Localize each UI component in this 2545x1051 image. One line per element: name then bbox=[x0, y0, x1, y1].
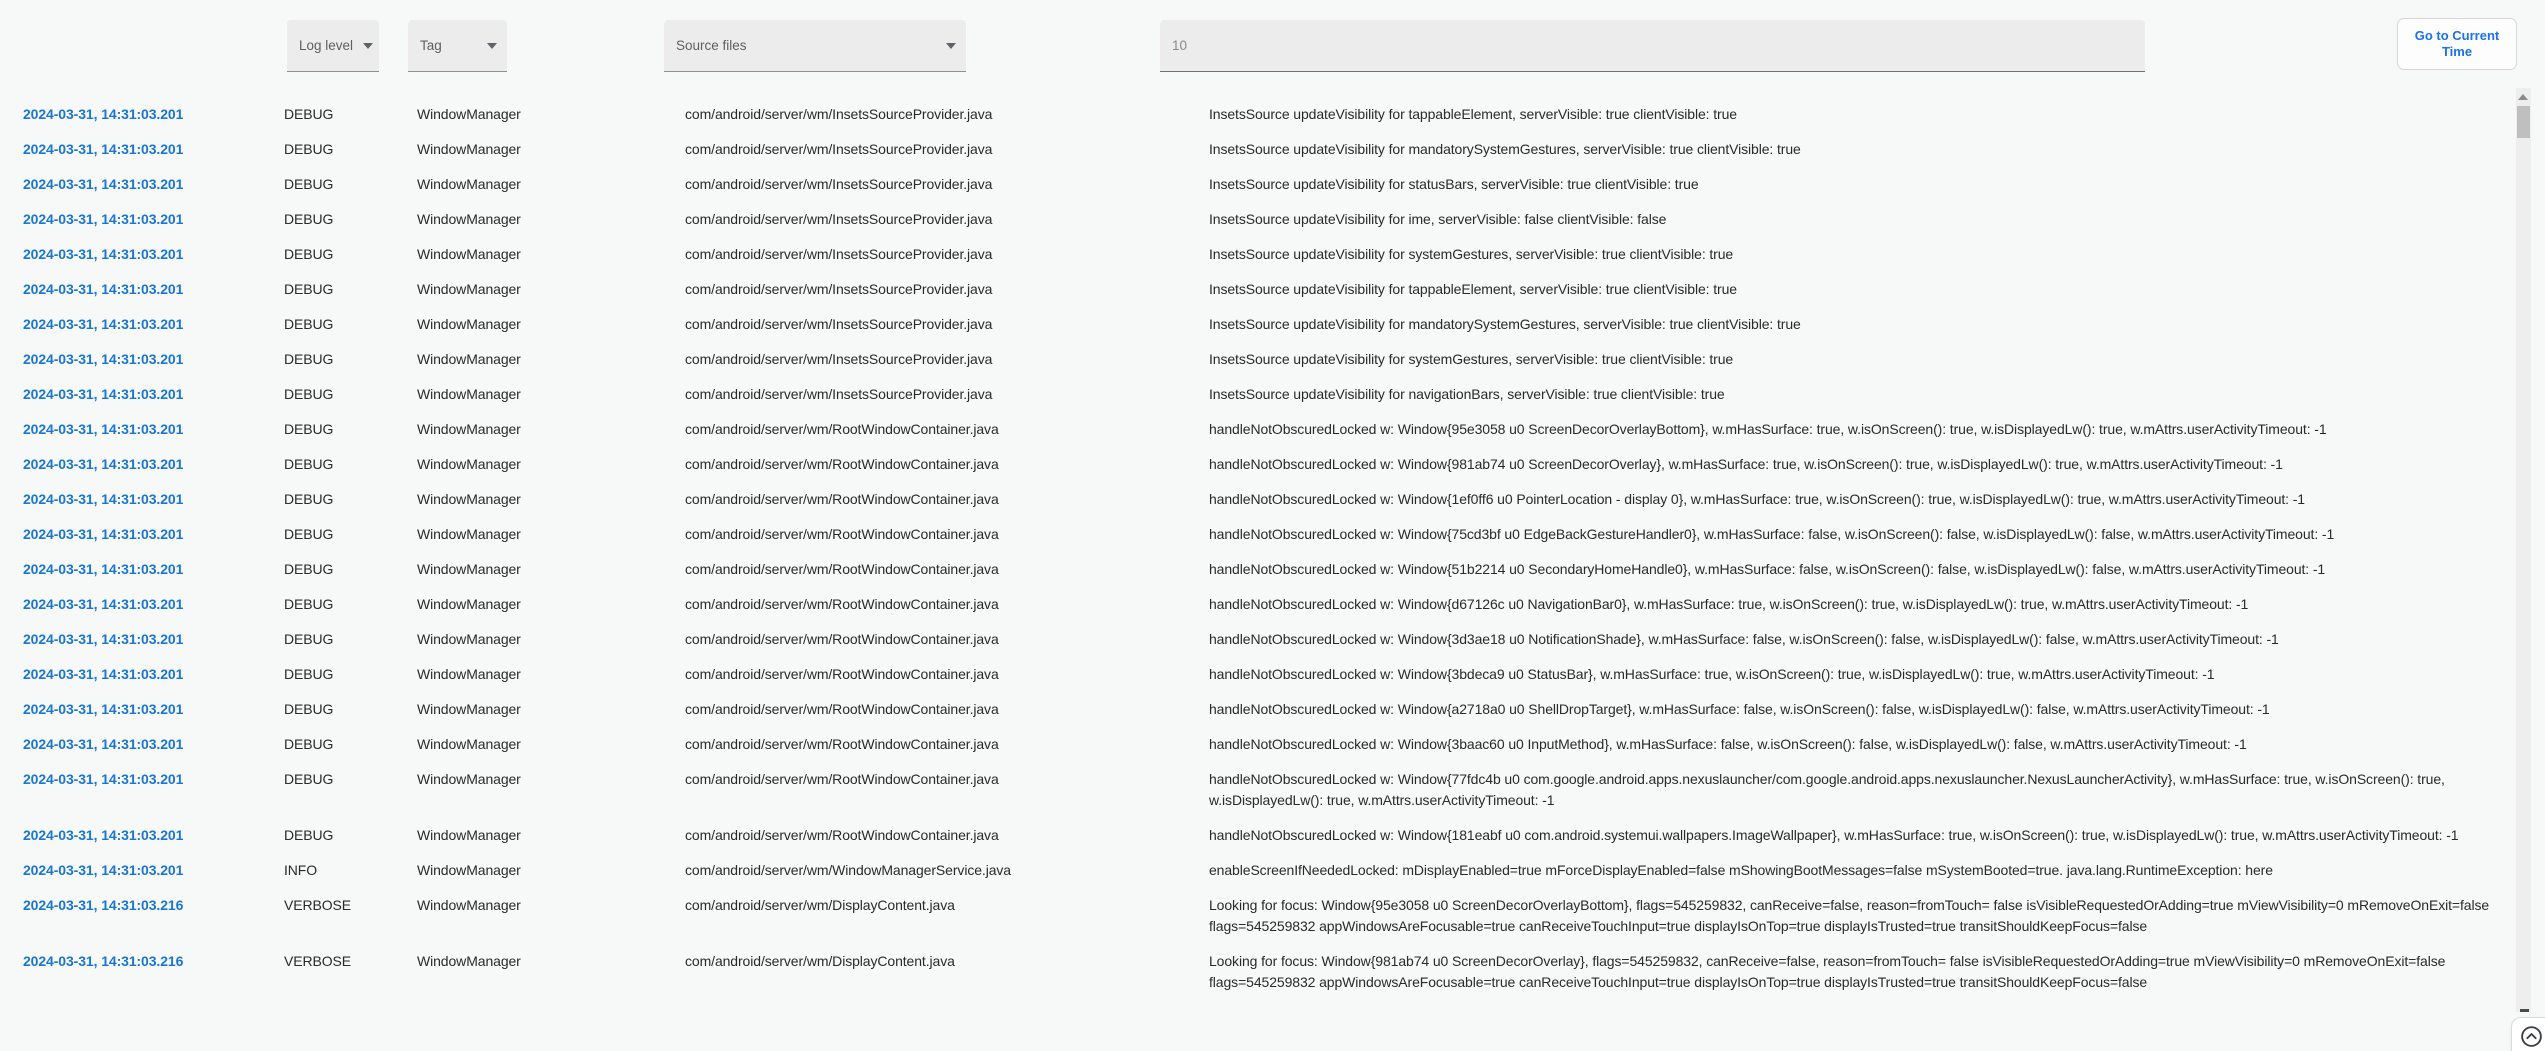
circle-chevron-up-icon bbox=[2519, 1024, 2544, 1049]
entry-message: Looking for focus: Window{95e3058 u0 ScreenDecorOverlayBottom}, flags=545259832, canReceive=false, reason=fromTouch= false isVisibleRequestedOrAdding=true mViewVisibility=0 mRemoveOnExit=false flags=545259832 appWindowsAreFocusable=true canReceiveTouchInput=true displayIsOnTop=true displayIsTrusted=true transitShouldKeepFocus=false bbox=[1209, 897, 2490, 934]
entry-tag: WindowManager bbox=[417, 386, 521, 402]
entry-timestamp[interactable]: 2024-03-31, 14:31:03.201 bbox=[23, 281, 184, 297]
log-entry-row[interactable] bbox=[0, 944, 2545, 1000]
log-entry-row[interactable] bbox=[0, 552, 2545, 587]
go-to-current-time-button[interactable]: Go to Current Time bbox=[2397, 18, 2517, 70]
entry-message: InsetsSource updateVisibility for statusBars, serverVisible: true clientVisible: true bbox=[1209, 176, 1699, 192]
entry-level: DEBUG bbox=[284, 736, 334, 752]
entry-level: DEBUG bbox=[284, 561, 334, 577]
entry-source-file: com/android/server/wm/RootWindowContainer.java bbox=[685, 456, 999, 472]
log-entry-row[interactable] bbox=[0, 132, 2545, 167]
entry-timestamp[interactable]: 2024-03-31, 14:31:03.201 bbox=[23, 666, 184, 682]
entry-tag: WindowManager bbox=[417, 526, 521, 542]
entry-source-file: com/android/server/wm/RootWindowContainer.java bbox=[685, 526, 999, 542]
log-entry-row[interactable] bbox=[0, 237, 2545, 272]
log-entry-row[interactable] bbox=[0, 97, 2545, 132]
entry-timestamp[interactable]: 2024-03-31, 14:31:03.216 bbox=[23, 897, 184, 913]
entry-source-file: com/android/server/wm/RootWindowContainer.java bbox=[685, 491, 999, 507]
entry-level: DEBUG bbox=[284, 281, 334, 297]
entry-message: handleNotObscuredLocked w: Window{981ab74 u0 ScreenDecorOverlay}, w.mHasSurface: true, w.isOnScreen(): true, w.isDisplayedLw(): true, w.mAttrs.userActivityTimeout: -1 bbox=[1209, 456, 2283, 472]
entry-tag: WindowManager bbox=[417, 106, 521, 122]
entry-message: handleNotObscuredLocked w: Window{3bdeca9 u0 StatusBar}, w.mHasSurface: true, w.isOnScreen(): true, w.isDisplayedLw(): true, w.mAttrs.userActivityTimeout: -1 bbox=[1209, 666, 2215, 682]
entry-tag: WindowManager bbox=[417, 421, 521, 437]
log-level-filter[interactable] bbox=[287, 20, 379, 72]
entry-level: DEBUG bbox=[284, 701, 334, 717]
entry-source-file: com/android/server/wm/DisplayContent.java bbox=[685, 953, 955, 969]
entry-tag: WindowManager bbox=[417, 561, 521, 577]
entry-message: enableScreenIfNeededLocked: mDisplayEnabled=true mForceDisplayEnabled=false mShowingBootMessages=false mSystemBooted=true. java.lang.RuntimeException: here bbox=[1209, 862, 2273, 878]
tag-filter[interactable] bbox=[408, 20, 507, 72]
entry-tag: WindowManager bbox=[417, 953, 521, 969]
entry-tag: WindowManager bbox=[417, 631, 521, 647]
log-entry-row[interactable] bbox=[0, 167, 2545, 202]
entry-source-file: com/android/server/wm/WindowManagerService.java bbox=[685, 862, 1011, 878]
entry-level: DEBUG bbox=[284, 456, 334, 472]
entry-level: DEBUG bbox=[284, 211, 334, 227]
scrollbar-bottom-mark bbox=[2520, 1009, 2529, 1012]
entry-message: InsetsSource updateVisibility for systemGestures, serverVisible: true clientVisible: true bbox=[1209, 351, 1734, 367]
entry-message: handleNotObscuredLocked w: Window{51b2214 u0 SecondaryHomeHandle0}, w.mHasSurface: false, w.isOnScreen(): false, w.isDisplayedLw(): false, w.mAttrs.userActivityTimeout: -1 bbox=[1209, 561, 2326, 577]
entry-tag: WindowManager bbox=[417, 316, 521, 332]
entry-source-file: com/android/server/wm/RootWindowContainer.java bbox=[685, 736, 999, 752]
entry-timestamp[interactable]: 2024-03-31, 14:31:03.201 bbox=[23, 386, 184, 402]
entry-tag: WindowManager bbox=[417, 211, 521, 227]
entry-tag: WindowManager bbox=[417, 862, 521, 878]
entry-source-file: com/android/server/wm/DisplayContent.java bbox=[685, 897, 955, 913]
entry-message: handleNotObscuredLocked w: Window{d67126c u0 NavigationBar0}, w.mHasSurface: true, w.isOnScreen(): true, w.isDisplayedLw(): true, w.mAttrs.userActivityTimeout: -1 bbox=[1209, 596, 2249, 612]
entry-timestamp[interactable]: 2024-03-31, 14:31:03.201 bbox=[23, 351, 184, 367]
entry-source-file: com/android/server/wm/InsetsSourceProvider.java bbox=[685, 141, 993, 157]
log-level-filter-label: Log level bbox=[299, 38, 354, 53]
entry-tag: WindowManager bbox=[417, 456, 521, 472]
log-entry-row[interactable] bbox=[0, 587, 2545, 622]
entry-source-file: com/android/server/wm/RootWindowContainer.java bbox=[685, 596, 999, 612]
entry-timestamp[interactable]: 2024-03-31, 14:31:03.201 bbox=[23, 526, 184, 542]
entry-tag: WindowManager bbox=[417, 491, 521, 507]
entry-tag: WindowManager bbox=[417, 141, 521, 157]
entry-source-file: com/android/server/wm/RootWindowContainer.java bbox=[685, 701, 999, 717]
entry-message: InsetsSource updateVisibility for tappableElement, serverVisible: true clientVisible: true bbox=[1209, 281, 1737, 297]
entry-timestamp[interactable]: 2024-03-31, 14:31:03.201 bbox=[23, 736, 184, 752]
entry-message: handleNotObscuredLocked w: Window{75cd3bf u0 EdgeBackGestureHandler0}, w.mHasSurface: false, w.isOnScreen(): false, w.isDisplayedLw(): false, w.mAttrs.userActivityTimeout: -1 bbox=[1209, 526, 2335, 542]
log-entry-row[interactable] bbox=[0, 853, 2545, 888]
entry-level: DEBUG bbox=[284, 421, 334, 437]
entry-message: InsetsSource updateVisibility for mandatorySystemGestures, serverVisible: true clientVisible: true bbox=[1209, 316, 1801, 332]
entry-timestamp[interactable]: 2024-03-31, 14:31:03.201 bbox=[23, 827, 184, 843]
log-entry-row[interactable] bbox=[0, 342, 2545, 377]
entry-message: handleNotObscuredLocked w: Window{3d3ae18 u0 NotificationShade}, w.mHasSurface: false, w.isOnScreen(): false, w.isDisplayedLw(): false, w.mAttrs.userActivityTimeout: -1 bbox=[1209, 631, 2279, 647]
entry-timestamp[interactable]: 2024-03-31, 14:31:03.201 bbox=[23, 771, 184, 787]
chevron-down-icon bbox=[363, 43, 373, 49]
entry-level: DEBUG bbox=[284, 386, 334, 402]
entry-timestamp[interactable]: 2024-03-31, 14:31:03.201 bbox=[23, 456, 184, 472]
entry-timestamp[interactable]: 2024-03-31, 14:31:03.216 bbox=[23, 953, 184, 969]
entry-tag: WindowManager bbox=[417, 246, 521, 262]
entry-tag: WindowManager bbox=[417, 351, 521, 367]
chevron-down-icon bbox=[946, 43, 956, 49]
entry-timestamp[interactable]: 2024-03-31, 14:31:03.201 bbox=[23, 421, 184, 437]
entry-tag: WindowManager bbox=[417, 701, 521, 717]
log-entry-row[interactable] bbox=[0, 517, 2545, 552]
entry-timestamp[interactable]: 2024-03-31, 14:31:03.201 bbox=[23, 491, 184, 507]
entry-source-file: com/android/server/wm/InsetsSourceProvider.java bbox=[685, 211, 993, 227]
entry-timestamp[interactable]: 2024-03-31, 14:31:03.201 bbox=[23, 106, 184, 122]
entry-message: handleNotObscuredLocked w: Window{a2718a0 u0 ShellDropTarget}, w.mHasSurface: false, w.isOnScreen(): false, w.isDisplayedLw(): false, w.mAttrs.userActivityTimeout: -1 bbox=[1209, 701, 2270, 717]
entry-message: InsetsSource updateVisibility for ime, serverVisible: false clientVisible: false bbox=[1209, 211, 1667, 227]
log-entry-row[interactable] bbox=[0, 692, 2545, 727]
log-entry-row[interactable] bbox=[0, 727, 2545, 762]
log-list bbox=[0, 88, 2545, 1051]
entry-tag: WindowManager bbox=[417, 736, 521, 752]
scrollbar-track[interactable] bbox=[2516, 88, 2531, 1012]
entry-timestamp[interactable]: 2024-03-31, 14:31:03.201 bbox=[23, 176, 184, 192]
entry-message: Looking for focus: Window{981ab74 u0 ScreenDecorOverlay}, flags=545259832, canReceive=false, reason=fromTouch= false isVisibleRequestedOrAdding=true mViewVisibility=0 mRemoveOnExit=false flags=545259832 appWindowsAreFocusable=true canReceiveTouchInput=true displayIsOnTop=true displayIsTrusted=true transitShouldKeepFocus=false bbox=[1209, 953, 2446, 990]
entry-source-file: com/android/server/wm/RootWindowContainer.java bbox=[685, 771, 999, 787]
entry-timestamp[interactable]: 2024-03-31, 14:31:03.201 bbox=[23, 862, 184, 878]
entry-tag: WindowManager bbox=[417, 666, 521, 682]
entry-level: DEBUG bbox=[284, 246, 334, 262]
entry-level: VERBOSE bbox=[284, 897, 351, 913]
log-entry-row[interactable] bbox=[0, 272, 2545, 307]
entry-source-file: com/android/server/wm/RootWindowContainer.java bbox=[685, 827, 999, 843]
entry-message: InsetsSource updateVisibility for navigationBars, serverVisible: true clientVisible: true bbox=[1209, 386, 1725, 402]
scrollbar-up-arrow-icon[interactable] bbox=[2518, 94, 2528, 100]
entry-timestamp[interactable]: 2024-03-31, 14:31:03.201 bbox=[23, 701, 184, 717]
entry-level: DEBUG bbox=[284, 827, 334, 843]
entry-source-file: com/android/server/wm/RootWindowContainer.java bbox=[685, 561, 999, 577]
entry-source-file: com/android/server/wm/InsetsSourceProvider.java bbox=[685, 316, 993, 332]
entry-level: DEBUG bbox=[284, 771, 334, 787]
entry-timestamp[interactable]: 2024-03-31, 14:31:03.201 bbox=[23, 141, 184, 157]
entry-level: DEBUG bbox=[284, 106, 334, 122]
entry-level: DEBUG bbox=[284, 596, 334, 612]
source-files-filter-label: Source files bbox=[676, 38, 747, 53]
entry-message: InsetsSource updateVisibility for mandatorySystemGestures, serverVisible: true clientVisible: true bbox=[1209, 141, 1801, 157]
entry-tag: WindowManager bbox=[417, 281, 521, 297]
entry-tag: WindowManager bbox=[417, 897, 521, 913]
scrollbar-thumb[interactable] bbox=[2517, 106, 2530, 138]
log-entry-row[interactable] bbox=[0, 888, 2545, 944]
entry-timestamp[interactable]: 2024-03-31, 14:31:03.201 bbox=[23, 316, 184, 332]
entry-message: handleNotObscuredLocked w: Window{1ef0ff6 u0 PointerLocation - display 0}, w.mHasSurface: true, w.isOnScreen(): true, w.isDisplayedLw(): true, w.mAttrs.userActivityTimeout: -1 bbox=[1209, 491, 2305, 507]
entry-level: DEBUG bbox=[284, 491, 334, 507]
entry-level: DEBUG bbox=[284, 666, 334, 682]
entry-tag: WindowManager bbox=[417, 827, 521, 843]
filter-toolbar bbox=[0, 0, 2545, 88]
entry-level: DEBUG bbox=[284, 351, 334, 367]
tag-filter-label: Tag bbox=[420, 38, 442, 53]
source-files-filter[interactable] bbox=[664, 20, 966, 72]
entry-timestamp[interactable]: 2024-03-31, 14:31:03.201 bbox=[23, 631, 184, 647]
entry-source-file: com/android/server/wm/InsetsSourceProvider.java bbox=[685, 351, 993, 367]
entry-level: DEBUG bbox=[284, 526, 334, 542]
entry-timestamp[interactable]: 2024-03-31, 14:31:03.201 bbox=[23, 561, 184, 577]
log-entry-row[interactable] bbox=[0, 622, 2545, 657]
entry-message: handleNotObscuredLocked w: Window{77fdc4b u0 com.google.android.apps.nexuslauncher/com.google.android.apps.nexuslauncher.NexusLauncherActivity}, w.mHasSurface: true, w.isOnScreen(): true, w.isDisplayedLw(): true, w.mAttrs.userActivityTimeout: -1 bbox=[1209, 771, 2445, 808]
entry-message: handleNotObscuredLocked w: Window{95e3058 u0 ScreenDecorOverlayBottom}, w.mHasSurface: true, w.isOnScreen(): true, w.isDisplayedLw(): true, w.mAttrs.userActivityTimeout: -1 bbox=[1209, 421, 2327, 437]
log-entry-row[interactable] bbox=[0, 818, 2545, 853]
log-entry-row[interactable] bbox=[0, 412, 2545, 447]
entry-level: DEBUG bbox=[284, 141, 334, 157]
log-entry-row[interactable] bbox=[0, 202, 2545, 237]
entry-timestamp[interactable]: 2024-03-31, 14:31:03.201 bbox=[23, 596, 184, 612]
log-entry-row[interactable] bbox=[0, 447, 2545, 482]
entry-timestamp[interactable]: 2024-03-31, 14:31:03.201 bbox=[23, 211, 184, 227]
log-entry-row[interactable] bbox=[0, 377, 2545, 412]
entry-tag: WindowManager bbox=[417, 771, 521, 787]
entry-message: handleNotObscuredLocked w: Window{181eabf u0 com.android.systemui.wallpapers.ImageWallpaper}, w.mHasSurface: true, w.isOnScreen(): true, w.isDisplayedLw(): true, w.mAttrs.userActivityTimeout: -1 bbox=[1209, 827, 2459, 843]
entry-level: INFO bbox=[284, 862, 318, 878]
entry-source-file: com/android/server/wm/RootWindowContainer.java bbox=[685, 421, 999, 437]
entry-source-file: com/android/server/wm/InsetsSourceProvider.java bbox=[685, 386, 993, 402]
entry-message: InsetsSource updateVisibility for systemGestures, serverVisible: true clientVisible: true bbox=[1209, 246, 1734, 262]
entry-timestamp[interactable]: 2024-03-31, 14:31:03.201 bbox=[23, 246, 184, 262]
entry-tag: WindowManager bbox=[417, 176, 521, 192]
entry-message: handleNotObscuredLocked w: Window{3baac60 u0 InputMethod}, w.mHasSurface: false, w.isOnScreen(): false, w.isDisplayedLw(): false, w.mAttrs.userActivityTimeout: -1 bbox=[1209, 736, 2247, 752]
entry-level: DEBUG bbox=[284, 316, 334, 332]
entry-level: VERBOSE bbox=[284, 953, 351, 969]
entry-source-file: com/android/server/wm/InsetsSourceProvider.java bbox=[685, 281, 993, 297]
entry-message: InsetsSource updateVisibility for tappableElement, serverVisible: true clientVisible: true bbox=[1209, 106, 1737, 122]
log-entry-row[interactable] bbox=[0, 657, 2545, 692]
entry-level: DEBUG bbox=[284, 176, 334, 192]
log-entry-row[interactable] bbox=[0, 307, 2545, 342]
log-entry-row[interactable] bbox=[0, 482, 2545, 517]
entry-source-file: com/android/server/wm/RootWindowContainer.java bbox=[685, 666, 999, 682]
entry-source-file: com/android/server/wm/InsetsSourceProvider.java bbox=[685, 246, 993, 262]
entry-tag: WindowManager bbox=[417, 596, 521, 612]
entry-source-file: com/android/server/wm/RootWindowContainer.java bbox=[685, 631, 999, 647]
entry-source-file: com/android/server/wm/InsetsSourceProvider.java bbox=[685, 106, 993, 122]
log-entry-row[interactable] bbox=[0, 762, 2545, 818]
search-input[interactable] bbox=[1160, 20, 2145, 72]
chevron-down-icon bbox=[487, 43, 497, 49]
entry-source-file: com/android/server/wm/InsetsSourceProvider.java bbox=[685, 176, 993, 192]
scroll-to-top-button[interactable] bbox=[2511, 1017, 2545, 1051]
entry-level: DEBUG bbox=[284, 631, 334, 647]
